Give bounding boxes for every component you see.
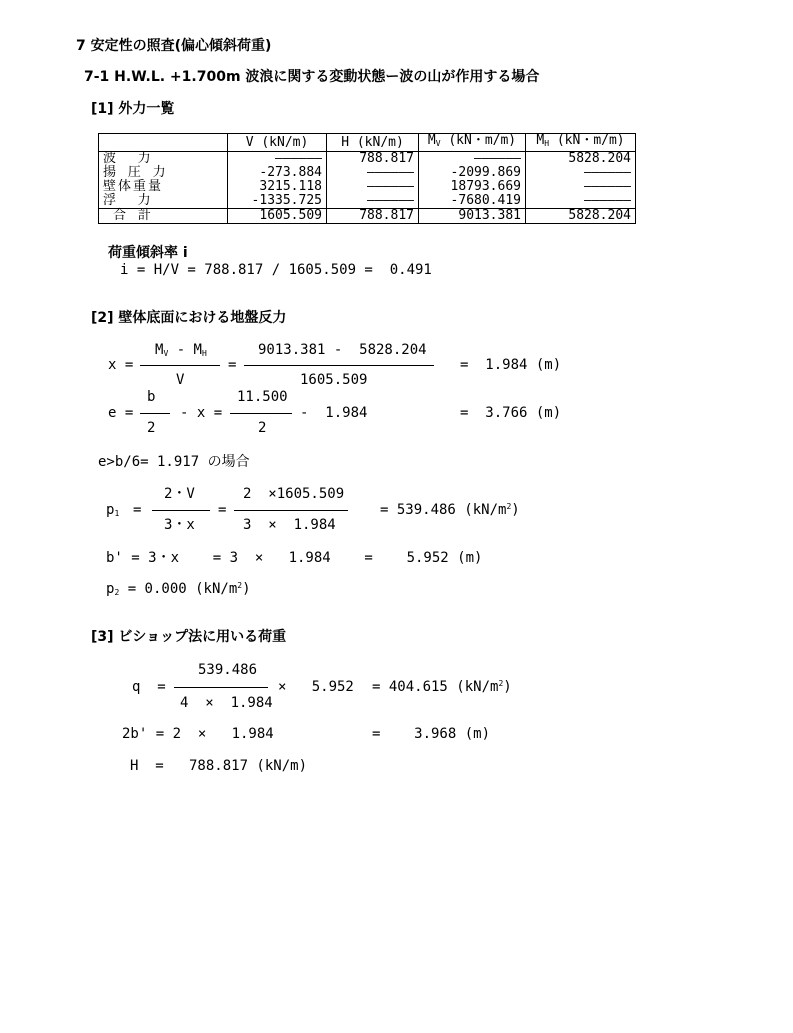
row-label: 浮 力 [99, 194, 228, 209]
inclination-equation: i = H/V = 788.817 / 1605.509 = 0.491 [120, 262, 432, 278]
inclination-label: 荷重傾斜率 i [108, 245, 188, 261]
two-b-prime-equation: 2b' = 2 × 1.984 [122, 726, 274, 742]
e-tail: - 1.984 [300, 405, 368, 421]
e-fraction-bar-2 [230, 413, 292, 414]
q-tail: × 5.952 [278, 679, 354, 695]
q-result: = 404.615 $(kN/m^2)$ [372, 679, 512, 695]
s3-heading: [3] ビショップ法に用いる荷重 [91, 629, 287, 645]
x-lhs: x = [108, 357, 134, 373]
total-mh: 5828.204 [526, 209, 636, 224]
p1-fraction-bar-1 [152, 510, 210, 511]
p1-fraction-bar-2 [234, 510, 348, 511]
header-v: V (kN/m) [228, 134, 327, 152]
x-numerator-1: $M_V - M_H$ [155, 342, 207, 358]
row-label: 揚 圧 力 [99, 166, 228, 180]
q-denominator: 4 × 1.984 [180, 695, 273, 711]
e-mid: - x = [180, 405, 223, 421]
p1-result: = 539.486 $(kN/m^2)$ [380, 502, 520, 518]
eccentricity-condition: e>b/6= 1.917 の場合 [98, 454, 250, 470]
p1-denominator-2: 3 × 1.984 [243, 517, 336, 533]
x-numerator-2: 9013.381 - 5828.204 [258, 342, 427, 358]
header-mh: $M_H$ (kN・m/m) [526, 134, 636, 152]
total-label: 合 計 [99, 209, 228, 224]
e-lhs: e = [108, 405, 134, 421]
e-denominator-1: 2 [147, 420, 156, 436]
x-equals: = [228, 357, 237, 373]
p1-denominator-1: 3・x [164, 517, 195, 533]
x-fraction-bar-1 [140, 365, 220, 366]
row-label: 壁体重量 [99, 180, 228, 194]
table-row [99, 194, 636, 209]
q-lhs: q = [132, 679, 166, 695]
q-numerator: 539.486 [198, 662, 258, 678]
table-row [99, 180, 636, 194]
p1-equals: = [133, 502, 142, 518]
two-b-prime-result: = 3.968 (m) [372, 726, 491, 742]
cell-mh: ―――――― [526, 194, 636, 209]
section-title: 7 安定性の照査(偏心傾斜荷重) [76, 38, 272, 54]
table-total-row [99, 209, 636, 224]
cell-mh: 5828.204 [526, 152, 636, 167]
cell-mv: -7680.419 [419, 194, 526, 209]
x-denominator-2: 1605.509 [300, 372, 368, 388]
x-fraction-bar-2 [244, 365, 434, 366]
cell-mv: -2099.869 [419, 166, 526, 180]
cell-h: 788.817 [327, 152, 419, 167]
cell-mh: ―――――― [526, 166, 636, 180]
table-header-row [99, 134, 636, 152]
e-numerator-1: b [147, 389, 156, 405]
total-h: 788.817 [327, 209, 419, 224]
cell-mv: ―――――― [419, 152, 526, 167]
e-result: = 3.766 (m) [460, 405, 562, 421]
e-fraction-bar-1 [140, 413, 170, 414]
p1-equals-2: = [218, 502, 227, 518]
q-fraction-bar [174, 687, 268, 688]
header-mv: $M_V$ (kN・m/m) [419, 134, 526, 152]
table-row [99, 166, 636, 180]
p1-numerator-2: 2 ×1605.509 [243, 486, 345, 502]
row-label: 波 力 [99, 152, 228, 167]
s1-heading: [1] 外力一覧 [91, 101, 175, 117]
p2-equation: $p_2 = 0.000$ $(kN/m^2)$ [106, 581, 251, 597]
table-row [99, 152, 636, 167]
cell-v: -1335.725 [228, 194, 327, 209]
p1-lhs: $p_1$ [106, 502, 120, 518]
header-blank [99, 134, 228, 152]
x-result: = 1.984 (m) [460, 357, 562, 373]
cell-h: ―――――― [327, 180, 419, 194]
s2-heading: [2] 壁体底面における地盤反力 [91, 310, 287, 326]
cell-mv: 18793.669 [419, 180, 526, 194]
cell-mh: ―――――― [526, 180, 636, 194]
header-h: H (kN/m) [327, 134, 419, 152]
e-numerator-2: 11.500 [237, 389, 288, 405]
p1-numerator-1: 2・V [164, 486, 195, 502]
cell-v: ―――――― [228, 152, 327, 167]
b-prime-equation: b' = 3・x = 3 × 1.984 = 5.952 (m) [106, 550, 483, 566]
cell-h: ―――――― [327, 166, 419, 180]
external-force-table [98, 133, 636, 224]
cell-v: -273.884 [228, 166, 327, 180]
cell-v: 3215.118 [228, 180, 327, 194]
case-title: 7-1 H.W.L. +1.700m 波浪に関する変動状態ー波の山が作用する場合 [84, 69, 540, 85]
e-denominator-2: 2 [258, 420, 267, 436]
total-mv: 9013.381 [419, 209, 526, 224]
cell-h: ―――――― [327, 194, 419, 209]
x-denominator-1: V [176, 372, 185, 388]
total-v: 1605.509 [228, 209, 327, 224]
h-equation: H = 788.817 (kN/m) [130, 758, 308, 774]
